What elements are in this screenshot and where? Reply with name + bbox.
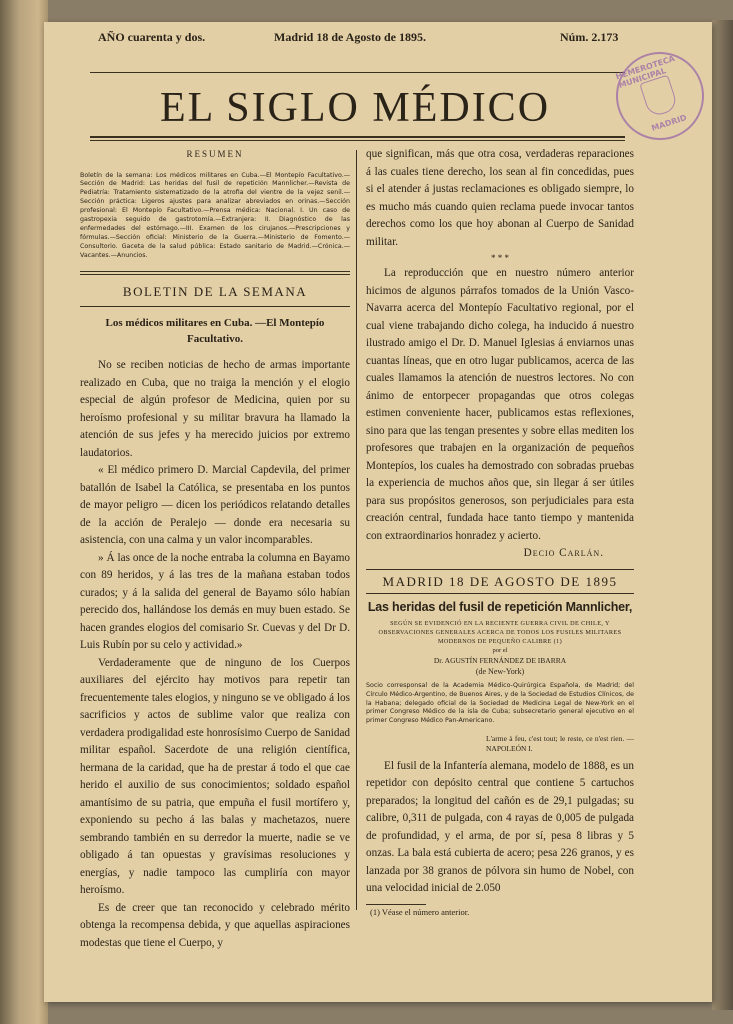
boletin-paragraph: Verdaderamente que de ninguno de los Cuerpos auxiliares del ejército hay motivos para repetir tan frecuentemente tales elogios, y ninguno se ve obligado á los sacrificios y actos de sublime valor que realiza con verdadera prodigalidad este honrosísimo Cuerpo de Sanidad militar español. Sacerdote de una religión científica, hermana de la caridad, que ha de prestar á todo el que cae herido el auxilio de sus conocimientos; soldado español amantísimo de su patria, que empuña el fusil mortífero y, exponiendo su pecho á las balas y machetazos, nuere sembrando también en su derredor la muerte, nadie se ve obligado á tan opuestas y gravísimas resoluciones y energías, y nadie tampoco las cumpliría con mayor heroísmo. (80, 656, 350, 897)
article-subtitle: SEGÚN SE EVIDENCIÓ EN LA RECIENTE GUERRA CIVIL DE CHILE, Y OBSERVACIONES GENERALES ACERCA DE TODOS LOS FUSILES MILITARES MODERNOS DE PEQUEÑO CALIBRE (1) (378, 620, 622, 645)
boletin-paragraph: Es de creer que tan reconocido y celebrado mérito obtenga la recompensa debida, y que aquellas aspiraciones modestas que tiene el Cuerpo, y (80, 901, 350, 949)
continuation-paragraph: que significan, más que otra cosa, verdaderas reparaciones á las cuales tiene derecho, los sean al fin concedidas, pues si el atender á justas reclamaciones es obligado siempre, lo es mucho más cuando quien reclama puede invocar tantos derechos como los que hoy abonan al Cuerpo de Sanidad militar. (366, 148, 634, 248)
author-name: Dr. AGUSTÍN FERNÁNDEZ DE IBARRA (433, 656, 567, 665)
resumen-heading: RESUMEN (186, 149, 244, 159)
por-el: por el (492, 647, 508, 654)
epigraph: L'arme à feu, c'est tout; le reste, ce n'est rien. — NAPOLEÓN I. (486, 733, 634, 753)
issue-year: AÑO cuarenta y dos. (98, 30, 206, 44)
asterism: * * * (491, 253, 509, 263)
left-column (80, 146, 350, 952)
stamp-top-text: HEMEROTECA MUNICIPAL (614, 53, 676, 91)
date-line: Madrid 18 de Agosto de 1895. (274, 30, 427, 44)
boletin-heading: BOLETIN DE LA SEMANA (122, 283, 308, 299)
book-spine (0, 0, 48, 1024)
issue-number: Núm. 2.173 (560, 30, 619, 44)
boletin-subheading: Los médicos militares en Cuba. —El Montepío Facultativo. (105, 317, 325, 346)
right-column (366, 146, 634, 919)
coat-of-arms-icon (639, 75, 679, 119)
author-credentials: Socio corresponsal de la Academia Médico-Quirúrgica Española, de Madrid; del Círculo Médico-Argentino, de Buenos Aires, y de la Sociedad de Estudios Clínicos, de la Habana; delegado oficial de la Sociedad de Medicina Legal de New-York en el primer Congreso Médico de la isla de Cuba; subsecretario general ejecutivo en el primer Congreso Médico Pan-Americano. (366, 682, 634, 725)
masthead-rule (90, 136, 625, 138)
column-divider (356, 150, 357, 910)
header-rule (90, 72, 625, 73)
boletin-paragraph: « El médico primero D. Marcial Capdevila, del primer batallón de Isabel la Católica, se presentaba en los puntos de mayor peligro — dicen los periódicos relatando detalles de la acción de Peralejo — donde era necesaria su asistencia, con una calma y un valor incomparables. (80, 464, 350, 547)
montepio-paragraph: La reproducción que en nuestro número anterior hicimos de algunos párrafos tomados de la Unión Vasco-Navarra acerca del Montepío Facultativo regional, por el cual viene trabajando dicho colega, ha inducido á nuestro ilustrado amigo el Dr. D. Manuel Iglesias á enviarnos unas cuantas líneas, que en otro lugar publicamos, acerca de las cuales llamamos la atención de nuestros lectores. No con ánimo de entorpecer propagandas que otros colegas estimen conveniente hacer, publicamos estas reflexiones, sino para que las tengan presentes y sobre ellas mediten los profesores que trabajen en la organización de pequeños Montepíos, los cuales ha demostrado con sobradas pruebas la experiencia de muchos años que, sin llegar á ser útiles para sus propósitos generosos, son perjudiciales para esta creación central, fundada hace tanto tiempo y mantenida con extraordinarios honradez y acierto. (366, 267, 634, 542)
stamp-bottom-text: MADRID (650, 113, 688, 133)
page-edge (712, 20, 733, 1010)
article-body: El fusil de la Infantería alemana, modelo de 1888, es un repetidor con depósito central que contiene 5 cartuchos preparados; la longitud del cañón es de 29,1 pulgadas; su calibre, 0,311 de pulgada, con 4 rayas de 0,005 de pulgada de profundidad, y el arma, de por sí, pesa 8 libras y 5 onzas. La bala está cubierta de acero; pesa 226 granos, y es lanzada por 38 granos de pólvora sin humo de Nobel, con una velocidad inicial de 2.050 (366, 759, 634, 895)
article-title: Las heridas del fusil de repetición Mannlicher, (367, 600, 633, 614)
masthead-rule-thin (90, 140, 625, 141)
masthead-title: EL SIGLO MÉDICO (159, 85, 551, 131)
boletin-paragraph: » Á las once de la noche entraba la columna en Bayamo con 89 heridos, y á las tres de la mañana estaban todos curados; y á la salida del general de Bayamo sólo habían perecido dos, hallándose los demás en muy buen estado. Se hacen grandes elogios del comisario Sr. Cuevas y del Dr D. Luis Rubín por su celo y actividad.» (80, 551, 350, 652)
madrid-heading: MADRID 18 DE AGOSTO DE 1895 (382, 573, 618, 589)
resumen-text: Boletín de la semana: Los médicos militares en Cuba.—El Montepío Facultativo.—Sección de Madrid: Las heridas del fusil de repetición Mannlicher.—Revista de Pediatría: Tratamiento sistematizado de la atrofia del vientre de la vejez senil.—Sección práctica: Ligeros ajustes para analizar abreviados en orinas.—Sección profesional: El Montepío Facultativo.—Prensa médica: Nacional. I. Un caso de gastropexia seguido de gastrotomía.—Extranjera: II. Diagnóstico de las enfermedades del estómago.—III. Examen de los cirujanos.—Prescripciones y fórmulas.—Sección oficial: Ministerio de la Guerra.—Ministerio de Fomento.—Consultorio. Gaceta de la salud pública: Estado sanitario de Madrid.—Crónica.—Vacantes.—Anuncios. (80, 171, 350, 259)
boletin-paragraph: No se reciben noticias de hecho de armas importante realizado en Cuba, que no traiga la mención y el elogio especial de algún profesor de Medicina, quien por su heroísmo profesional y su militar bravura ha llamado la atención de sus jefes y ha merecido juicios por extremo laudatorios. (80, 359, 350, 459)
footnote: (1) Véase el número anterior. (370, 906, 470, 917)
author-place: (de New-York) (475, 667, 525, 676)
signature: Decio Carlán. (523, 547, 604, 559)
